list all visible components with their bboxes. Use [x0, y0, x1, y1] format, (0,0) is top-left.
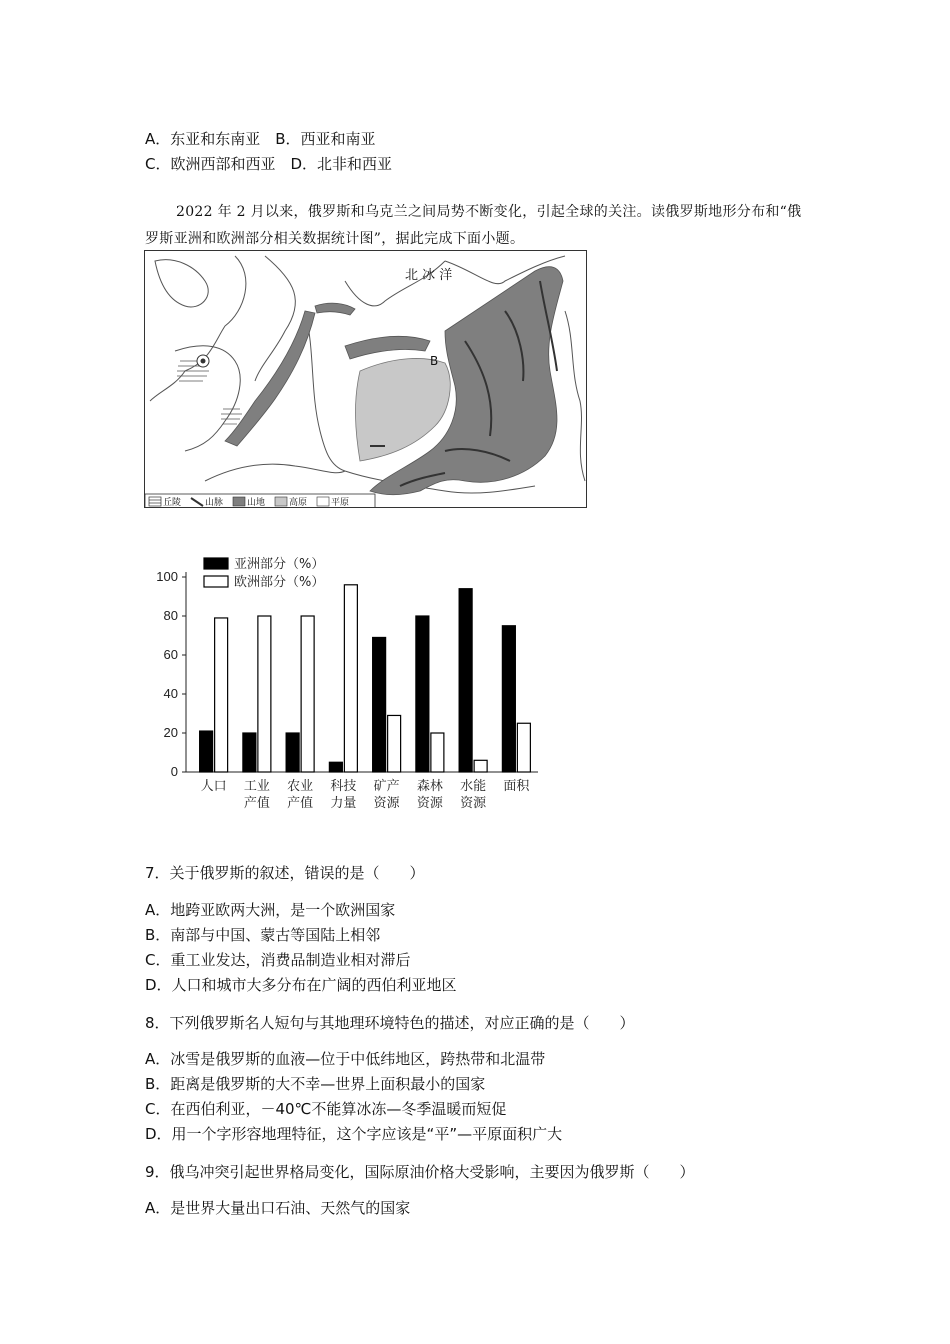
legend-label-plateau: 高原 — [289, 498, 308, 508]
chart-bar — [215, 618, 228, 772]
map-landmass-scandinavia — [155, 260, 208, 307]
chart-x-tick-label: 水能 — [460, 779, 487, 794]
chart-y-tick-label: 60 — [163, 647, 178, 662]
chart-svg — [146, 552, 546, 817]
chart-x-tick-label: 力量 — [330, 796, 357, 811]
chart-y-tick-label: 100 — [156, 569, 178, 584]
chart-x-tick-label: 产值 — [243, 796, 270, 811]
chart-bar — [301, 616, 314, 772]
chart-x-tick-label: 资源 — [416, 796, 443, 811]
map-coastline-west — [150, 256, 246, 401]
map-coastline-pacific — [565, 311, 585, 481]
map-capital-dot — [201, 359, 206, 364]
chart-x-tick-label: 面积 — [503, 779, 530, 794]
legend-swatch-plateau — [275, 497, 287, 506]
q8-option-a: A．冰雪是俄罗斯的血液—位于中低纬地区，跨热带和北温带 — [145, 1050, 546, 1068]
map-mountains-north — [345, 336, 430, 359]
q9-option-a: A．是世界大量出口石油、天然气的国家 — [145, 1199, 411, 1217]
chart-x-tick-label: 产值 — [287, 796, 314, 811]
q7-option-d: D．人口和城市大多分布在广阔的西伯利亚地区 — [145, 976, 457, 994]
chart-x-tick-label: 矿产 — [373, 779, 400, 794]
chart-x-tick-label: 人口 — [200, 779, 227, 794]
q8-stem: 8．下列俄罗斯名人短句与其地理环境特色的描述，对应正确的是（ ） — [145, 1014, 635, 1032]
map-point-b-label: B — [430, 354, 439, 368]
chart-legend-swatch — [204, 576, 228, 587]
q8-option-c: C．在西伯利亚，－40℃不能算冰冻—冬季温暖而短促 — [145, 1100, 507, 1118]
chart-x-tick-label: 资源 — [460, 796, 487, 811]
legend-swatch-hills — [149, 497, 161, 506]
chart-x-tick-label: 资源 — [373, 796, 400, 811]
chart-y-tick-label: 20 — [163, 725, 178, 740]
chart-bar — [200, 731, 213, 772]
legend-label-range: 山脉 — [205, 498, 224, 508]
chart-bar — [373, 637, 386, 772]
map-ocean-label: 北 冰 洋 — [405, 268, 453, 283]
chart-bar — [329, 762, 342, 772]
chart-y-tick-label: 0 — [170, 764, 178, 779]
chart-x-tick-label: 工业 — [243, 779, 270, 794]
q7-stem: 7．关于俄罗斯的叙述，错误的是（ ） — [145, 864, 425, 882]
chart-bar — [474, 760, 487, 772]
chart-bar — [388, 715, 401, 772]
russia-terrain-map — [144, 250, 587, 508]
chart-bar — [459, 589, 472, 772]
chart-x-tick-label: 科技 — [330, 779, 357, 794]
map-legend — [149, 496, 349, 508]
chart-bar — [431, 733, 444, 772]
map-drawing — [145, 251, 587, 508]
chart-bar — [416, 616, 429, 772]
chart-legend-swatch — [204, 558, 228, 569]
chart-bar — [286, 733, 299, 772]
legend-swatch-mountain — [233, 497, 245, 506]
chart-bar — [258, 616, 271, 772]
q7-option-b: B．南部与中国、蒙古等国陆上相邻 — [145, 926, 381, 944]
asia-europe-bar-chart — [146, 552, 546, 817]
q9-stem: 9．俄乌冲突引起世界格局变化，国际原油价格大受影响，主要因为俄罗斯（ ） — [145, 1163, 695, 1181]
intro-paragraph — [145, 199, 810, 253]
chart-x-tick-label: 森林 — [416, 779, 443, 794]
intro-text: 2022 年 2 月以来，俄罗斯和乌克兰之间局势不断变化，引起全球的关注。读俄罗斯地形分布和“俄罗斯亚洲和欧洲部分相关数据统计图”，据此完成下面小题。 — [145, 204, 802, 247]
chart-bar — [344, 585, 357, 772]
q7-option-c: C．重工业发达，消费品制造业相对滞后 — [145, 951, 411, 969]
map-mountains-novaya-zemlya — [315, 303, 355, 315]
map-river-ob — [305, 311, 345, 471]
q8-option-d: D．用一个字形容地理特征，这个字应该是“平”—平原面积广大 — [145, 1125, 563, 1143]
chart-legend-label: 亚洲部分（%） — [234, 557, 325, 572]
map-mountains-ural — [225, 311, 315, 446]
chart-bar — [243, 733, 256, 772]
map-border-southwest — [205, 464, 345, 481]
q7-option-a: A．地跨亚欧两大洲，是一个欧洲国家 — [145, 901, 396, 919]
chart-y-tick-label: 80 — [163, 608, 178, 623]
legend-swatch-plain — [317, 497, 329, 506]
prev-option-row-2: C．欧洲西部和西亚 D．北非和西亚 — [145, 155, 393, 173]
chart-bar — [502, 626, 515, 772]
q8-option-b: B．距离是俄罗斯的大不幸—世界上面积最小的国家 — [145, 1075, 486, 1093]
chart-bar — [517, 723, 530, 772]
chart-x-tick-label: 农业 — [287, 779, 314, 794]
legend-label-mountain: 山地 — [247, 498, 266, 508]
chart-legend-label: 欧洲部分（%） — [234, 575, 325, 590]
legend-label-hills: 丘陵 — [163, 498, 182, 508]
legend-label-plain: 平原 — [331, 498, 350, 508]
prev-option-row-1: A．东亚和东南亚 B．西亚和南亚 — [145, 130, 376, 148]
chart-y-tick-label: 40 — [163, 686, 178, 701]
